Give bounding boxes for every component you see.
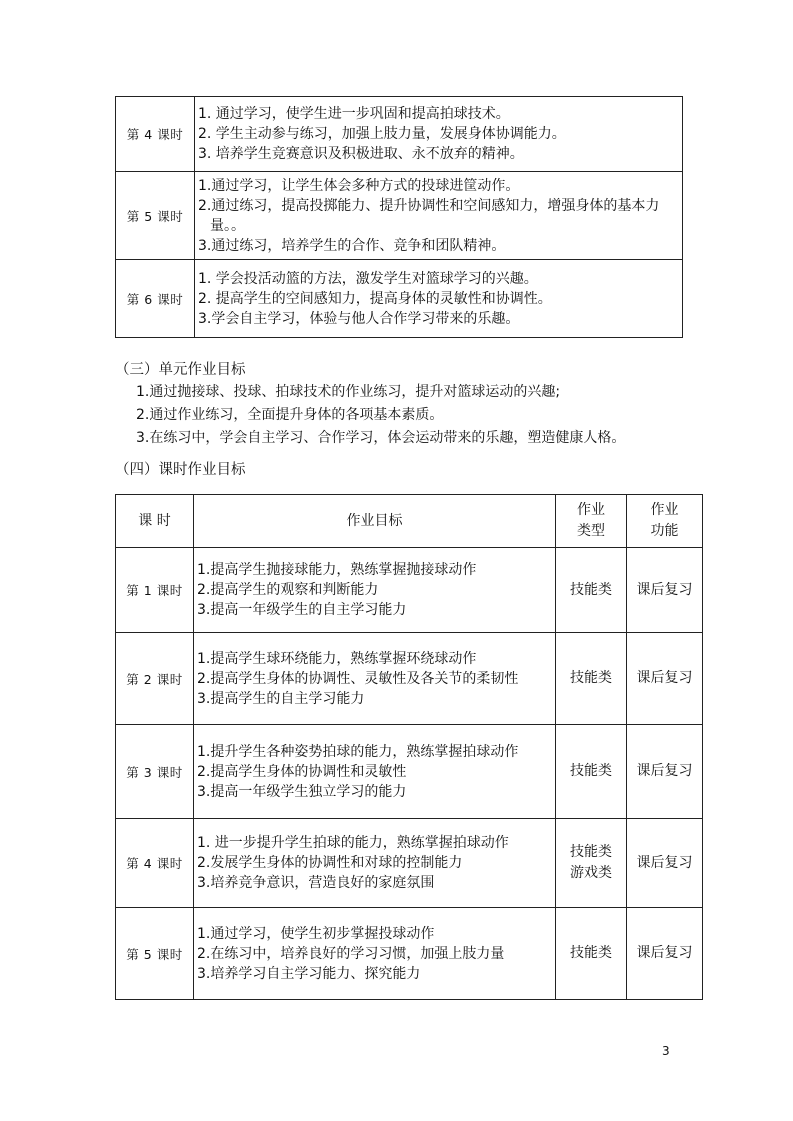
lesson-cell: 第 1 课时 (116, 548, 194, 633)
table-row (116, 908, 703, 1000)
goal-item: 1.提高学生抛接球能力，熟练掌握抛接球动作 (197, 562, 477, 578)
type-cell (556, 633, 627, 725)
type-item: 技能类 (570, 945, 612, 961)
goal-item: 3.培养竞争意识，营造良好的家庭氛围 (197, 875, 435, 891)
table-header-row (116, 495, 703, 548)
header-type-line: 作业 (577, 502, 605, 518)
list-item: 1.通过抛接球、投球、拍球技术的作业练习，提升对篮球运动的兴趣; (136, 384, 561, 400)
type-cell (556, 908, 627, 1000)
goal-item: 1.提高学生球环绕能力，熟练掌握环绕球动作 (197, 650, 477, 667)
lesson-cell: 第 4 课时 (116, 819, 194, 908)
table-row (116, 633, 703, 725)
goal-item: 2.提高学生身体的协调性和灵敏性 (197, 763, 407, 780)
goal-item: 2. 提高学生的空间感知力，提高身体的灵敏性和协调性。 (198, 290, 552, 307)
goal-item: 3. 培养学生竞赛意识及积极进取、永不放弃的精神。 (198, 146, 524, 162)
section-title-lesson-goals: （四）课时作业目标 (115, 462, 246, 478)
table-row (116, 548, 703, 633)
type-cell (556, 548, 627, 633)
goals-cell (195, 172, 683, 260)
header-function-line: 功能 (650, 523, 679, 539)
function-cell: 课后复习 (627, 633, 703, 725)
goals-cell (194, 633, 556, 725)
goals-cell (194, 819, 556, 908)
goals-cell (195, 97, 683, 172)
goal-item: 1.通过学习，使学生初步掌握投球动作 (197, 925, 435, 942)
goal-item: 2.提高学生身体的协调性、灵敏性及各关节的柔韧性 (197, 670, 519, 687)
header-function (627, 495, 703, 548)
goals-cell (195, 260, 683, 338)
type-item: 技能类 (570, 763, 612, 779)
section-title-unit-goals: （三）单元作业目标 (115, 362, 246, 378)
goal-item: 3.学会自主学习，体验与他人合作学习带来的乐趣。 (198, 310, 520, 327)
goal-item: 3.提高一年级学生独立学习的能力 (197, 783, 407, 800)
header-type-line: 类型 (577, 523, 605, 539)
page-number: 3 (662, 1044, 670, 1058)
goal-item: 2.通过练习，提高投掷能力、提升协调性和空间感知力，增强身体的基本力量。。 (198, 197, 660, 234)
goal-item: 3.培养学习自主学习能力、探究能力 (197, 965, 421, 982)
table-row (116, 725, 703, 819)
goal-item: 1.通过学习，让学生体会多种方式的投球进筐动作。 (198, 177, 520, 194)
goals-cell (194, 908, 556, 1000)
unit-goals-list (136, 381, 625, 450)
type-item: 技能类 (570, 844, 612, 860)
type-item: 游戏类 (570, 865, 612, 881)
lesson-cell: 第 5 课时 (116, 172, 195, 260)
goal-item: 2. 学生主动参与练习，加强上肢力量，发展身体协调能力。 (198, 126, 566, 142)
goal-item: 1. 进一步提升学生拍球的能力，熟练掌握拍球动作 (197, 835, 509, 851)
goals-cell (194, 548, 556, 633)
function-cell: 课后复习 (627, 819, 703, 908)
list-item: 3.在练习中，学会自主学习、合作学习，体会运动带来的乐趣，塑造健康人格。 (136, 430, 626, 446)
homework-goals-table (115, 494, 703, 1000)
type-cell (556, 819, 627, 908)
type-item: 技能类 (570, 581, 612, 598)
goal-item: 1. 通过学习，使学生进一步巩固和提高拍球技术。 (198, 106, 510, 122)
table-row (116, 97, 683, 172)
goal-item: 1. 学会投活动篮的方法，激发学生对篮球学习的兴趣。 (198, 270, 538, 287)
list-item: 2.通过作业练习，全面提升身体的各项基本素质。 (136, 407, 444, 423)
goal-item: 2.在练习中，培养良好的学习习惯，加强上肢力量 (197, 945, 505, 962)
function-cell: 课后复习 (627, 908, 703, 1000)
goal-item: 3.提高学生的自主学习能力 (197, 690, 365, 707)
table-row (116, 260, 683, 338)
goal-item: 1.提升学生各种姿势拍球的能力，熟练掌握拍球动作 (197, 743, 519, 760)
function-cell: 课后复习 (627, 548, 703, 633)
lesson-cell: 第 4 课时 (116, 97, 195, 172)
header-type (556, 495, 627, 548)
header-lesson: 课 时 (116, 495, 194, 548)
goal-item: 3.提高一年级学生的自主学习能力 (197, 602, 407, 618)
type-cell (556, 725, 627, 819)
function-cell: 课后复习 (627, 725, 703, 819)
lesson-goals-table (115, 96, 683, 338)
lesson-cell: 第 6 课时 (116, 260, 195, 338)
table-row (116, 819, 703, 908)
header-function-line: 作业 (650, 502, 679, 518)
table-row (116, 172, 683, 260)
lesson-cell: 第 2 课时 (116, 633, 194, 725)
goals-cell (194, 725, 556, 819)
header-goals: 作业目标 (194, 495, 556, 548)
goal-item: 2.发展学生身体的协调性和对球的控制能力 (197, 855, 463, 871)
lesson-cell: 第 3 课时 (116, 725, 194, 819)
type-item: 技能类 (570, 670, 612, 686)
lesson-cell: 第 5 课时 (116, 908, 194, 1000)
goal-item: 3.通过练习，培养学生的合作、竞争和团队精神。 (198, 237, 506, 254)
goal-item: 2.提高学生的观察和判断能力 (197, 582, 379, 598)
